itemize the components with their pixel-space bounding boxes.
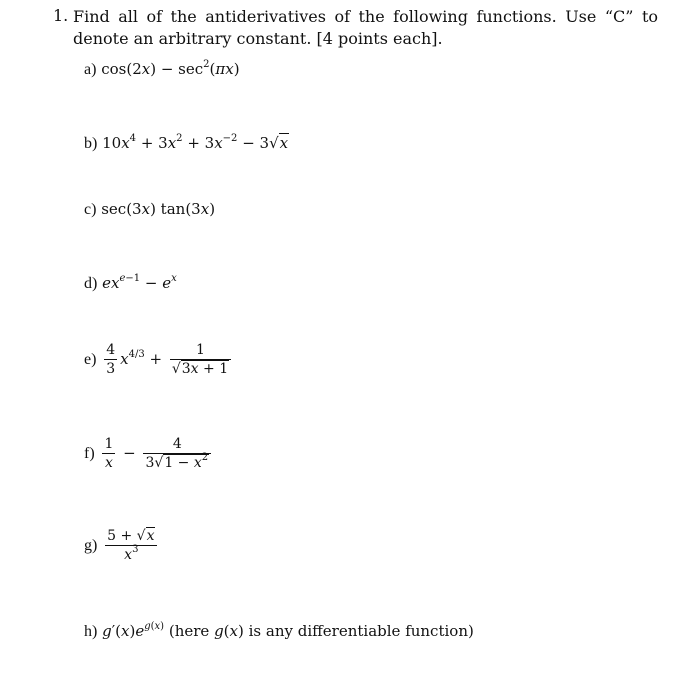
- part-f-label: f): [84, 444, 95, 462]
- part-e: [84, 342, 234, 377]
- part-a-expression: $\cos(2x) - \sec^2(\pi x)$: [101, 59, 240, 78]
- part-d-label: d): [84, 275, 98, 292]
- part-f: [84, 436, 214, 471]
- question-instructions: Find all of the antiderivatives of the following functions. Use “C” to denote an arbitrary constant. [4 points each].: [73, 7, 658, 48]
- part-a: [84, 60, 240, 79]
- question-number: 1.: [53, 6, 69, 25]
- part-h-expression: $g'(x)e^{g(x)}$: [102, 621, 165, 640]
- part-d-expression: $ex^{e-1} - e^x$: [102, 273, 177, 292]
- part-e-label: e): [84, 350, 97, 368]
- part-b: [84, 134, 289, 153]
- part-b-label: b): [84, 135, 98, 152]
- part-g-label: g): [84, 536, 98, 554]
- part-c-label: c): [84, 201, 97, 218]
- part-f-expression: $\frac{1}{x}$ − $\frac{4}{3√1 - x^2}$: [99, 444, 214, 462]
- part-h-label: h): [84, 623, 98, 640]
- part-g: [84, 528, 160, 563]
- part-d: [84, 274, 177, 293]
- part-b-expression: $10x^4 + 3x^2 + 3x^{-2} - 3√x$: [102, 133, 289, 152]
- part-h: [84, 622, 474, 641]
- part-g-expression: $\frac{5 + √x}{x^3}$: [102, 536, 160, 554]
- part-h-note: (here g(x) is any differentiable function): [168, 622, 474, 640]
- part-c-expression: sec(3x) tan(3x): [101, 200, 216, 218]
- part-a-label: a): [84, 61, 97, 78]
- part-c: [84, 200, 215, 219]
- part-e-expression: $\frac{4}{3}$ $x^{4/3}$ + $\frac{1}{√3x + 1}$: [101, 350, 234, 368]
